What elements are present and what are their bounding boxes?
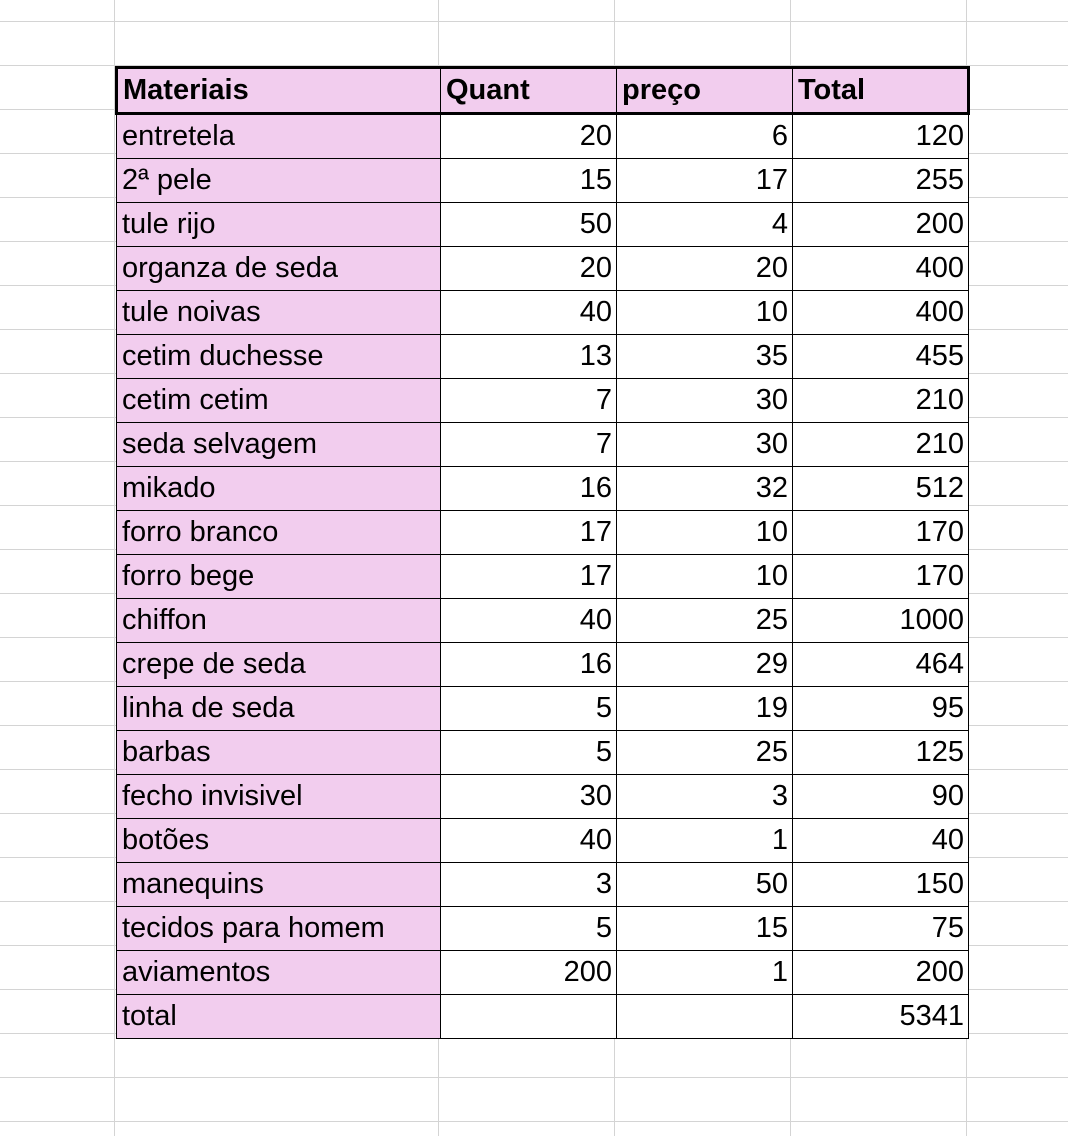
quant-cell[interactable]: 40 [441, 291, 617, 335]
header-cell-materiais[interactable]: Materiais [117, 68, 441, 114]
quant-cell[interactable]: 17 [441, 511, 617, 555]
material-cell[interactable]: cetim duchesse [117, 335, 441, 379]
total-cell[interactable]: 1000 [793, 599, 969, 643]
header-cell-total[interactable]: Total [793, 68, 969, 114]
table-row [117, 291, 969, 335]
table-row [117, 863, 969, 907]
quant-cell[interactable]: 3 [441, 863, 617, 907]
summary-quant-cell[interactable] [441, 995, 617, 1039]
material-cell[interactable]: fecho invisivel [117, 775, 441, 819]
material-cell[interactable]: tecidos para homem [117, 907, 441, 951]
preco-cell[interactable]: 25 [617, 599, 793, 643]
header-row [117, 68, 969, 114]
quant-cell[interactable]: 5 [441, 687, 617, 731]
table-row [117, 114, 969, 159]
total-cell[interactable]: 150 [793, 863, 969, 907]
summary-total-cell[interactable]: 5341 [793, 995, 969, 1039]
preco-cell[interactable]: 20 [617, 247, 793, 291]
table-row [117, 687, 969, 731]
preco-cell[interactable]: 10 [617, 555, 793, 599]
quant-cell[interactable]: 20 [441, 114, 617, 159]
total-cell[interactable]: 210 [793, 423, 969, 467]
quant-cell[interactable]: 7 [441, 379, 617, 423]
materials-table [115, 66, 970, 1039]
material-cell[interactable]: linha de seda [117, 687, 441, 731]
material-cell[interactable]: manequins [117, 863, 441, 907]
material-cell[interactable]: mikado [117, 467, 441, 511]
preco-cell[interactable]: 6 [617, 114, 793, 159]
table-row [117, 775, 969, 819]
summary-label-cell[interactable]: total [117, 995, 441, 1039]
material-cell[interactable]: tule noivas [117, 291, 441, 335]
preco-cell[interactable]: 30 [617, 423, 793, 467]
quant-cell[interactable]: 40 [441, 819, 617, 863]
preco-cell[interactable]: 50 [617, 863, 793, 907]
material-cell[interactable]: crepe de seda [117, 643, 441, 687]
total-cell[interactable]: 170 [793, 555, 969, 599]
total-cell[interactable]: 255 [793, 159, 969, 203]
preco-cell[interactable]: 29 [617, 643, 793, 687]
header-cell-quant[interactable]: Quant [441, 68, 617, 114]
material-cell[interactable]: cetim cetim [117, 379, 441, 423]
preco-cell[interactable]: 15 [617, 907, 793, 951]
quant-cell[interactable]: 5 [441, 907, 617, 951]
total-cell[interactable]: 75 [793, 907, 969, 951]
preco-cell[interactable]: 19 [617, 687, 793, 731]
header-cell-preco[interactable]: preço [617, 68, 793, 114]
quant-cell[interactable]: 7 [441, 423, 617, 467]
material-cell[interactable]: tule rijo [117, 203, 441, 247]
table-row [117, 203, 969, 247]
quant-cell[interactable]: 17 [441, 555, 617, 599]
total-cell[interactable]: 40 [793, 819, 969, 863]
table-row [117, 467, 969, 511]
quant-cell[interactable]: 16 [441, 643, 617, 687]
table-row [117, 819, 969, 863]
preco-cell[interactable]: 17 [617, 159, 793, 203]
table-row [117, 335, 969, 379]
total-cell[interactable]: 200 [793, 951, 969, 995]
table-row [117, 731, 969, 775]
quant-cell[interactable]: 13 [441, 335, 617, 379]
total-cell[interactable]: 400 [793, 291, 969, 335]
material-cell[interactable]: aviamentos [117, 951, 441, 995]
table-row [117, 423, 969, 467]
preco-cell[interactable]: 10 [617, 291, 793, 335]
quant-cell[interactable]: 16 [441, 467, 617, 511]
total-cell[interactable]: 400 [793, 247, 969, 291]
preco-cell[interactable]: 1 [617, 951, 793, 995]
total-cell[interactable]: 120 [793, 114, 969, 159]
quant-cell[interactable]: 50 [441, 203, 617, 247]
table-row [117, 247, 969, 291]
total-cell[interactable]: 210 [793, 379, 969, 423]
total-cell[interactable]: 125 [793, 731, 969, 775]
table-row [117, 511, 969, 555]
summary-row [117, 995, 969, 1039]
material-cell[interactable]: chiffon [117, 599, 441, 643]
total-cell[interactable]: 455 [793, 335, 969, 379]
preco-cell[interactable]: 30 [617, 379, 793, 423]
total-cell[interactable]: 200 [793, 203, 969, 247]
material-cell[interactable]: seda selvagem [117, 423, 441, 467]
preco-cell[interactable]: 1 [617, 819, 793, 863]
preco-cell[interactable]: 32 [617, 467, 793, 511]
total-cell[interactable]: 170 [793, 511, 969, 555]
table-row [117, 643, 969, 687]
quant-cell[interactable]: 20 [441, 247, 617, 291]
table-row [117, 907, 969, 951]
preco-cell[interactable]: 3 [617, 775, 793, 819]
quant-cell[interactable]: 30 [441, 775, 617, 819]
material-cell[interactable]: forro bege [117, 555, 441, 599]
material-cell[interactable]: entretela [117, 114, 441, 159]
table-row [117, 599, 969, 643]
quant-cell[interactable]: 5 [441, 731, 617, 775]
material-cell[interactable]: organza de seda [117, 247, 441, 291]
material-cell[interactable]: botões [117, 819, 441, 863]
table-body [117, 114, 969, 1039]
quant-cell[interactable]: 200 [441, 951, 617, 995]
total-cell[interactable]: 95 [793, 687, 969, 731]
material-cell[interactable]: forro branco [117, 511, 441, 555]
table-row [117, 951, 969, 995]
table-row [117, 555, 969, 599]
material-cell[interactable]: 2ª pele [117, 159, 441, 203]
preco-cell[interactable]: 4 [617, 203, 793, 247]
preco-cell[interactable]: 10 [617, 511, 793, 555]
summary-preco-cell[interactable] [617, 995, 793, 1039]
table-row [117, 379, 969, 423]
total-cell[interactable]: 90 [793, 775, 969, 819]
table-row [117, 159, 969, 203]
preco-cell[interactable]: 25 [617, 731, 793, 775]
quant-cell[interactable]: 15 [441, 159, 617, 203]
preco-cell[interactable]: 35 [617, 335, 793, 379]
material-cell[interactable]: barbas [117, 731, 441, 775]
total-cell[interactable]: 512 [793, 467, 969, 511]
quant-cell[interactable]: 40 [441, 599, 617, 643]
total-cell[interactable]: 464 [793, 643, 969, 687]
